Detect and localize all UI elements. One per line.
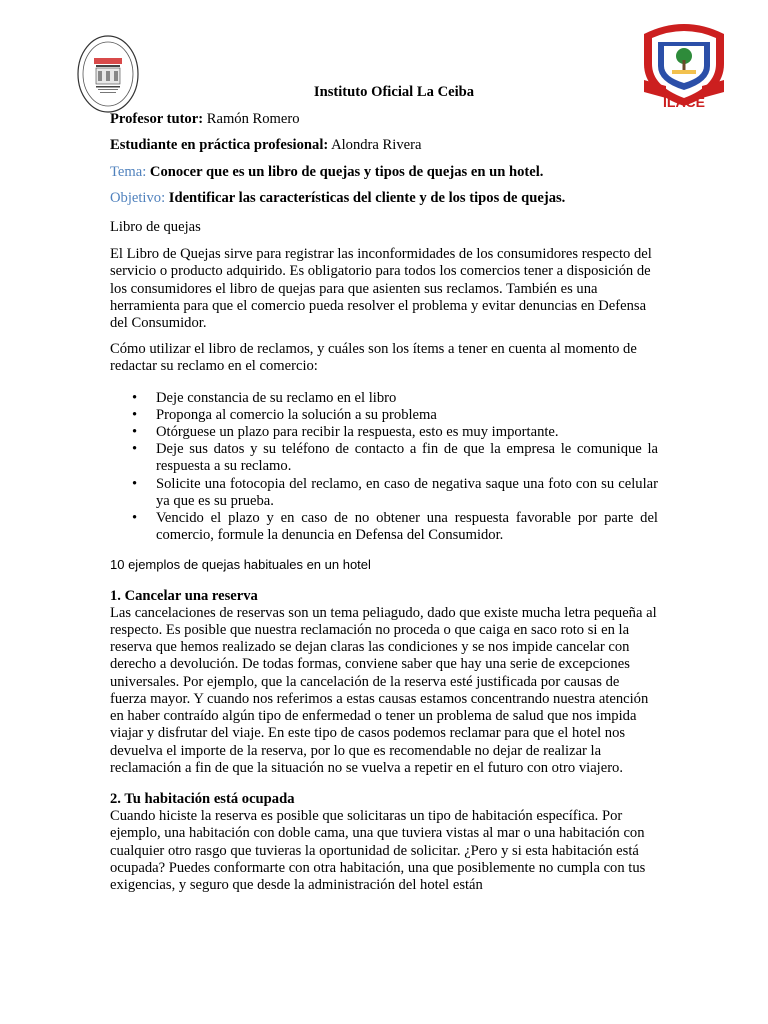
section-title: 1. Cancelar una reserva <box>110 587 258 604</box>
list-item: • Deje constancia de su reclamo en el libro <box>156 390 658 407</box>
student-label: Estudiante en práctica profesional: <box>110 137 329 154</box>
student-value: Alondra Rivera <box>328 137 422 154</box>
tips-list <box>110 390 658 545</box>
institution-title: Instituto Oficial La Ceiba <box>313 84 475 100</box>
section-body: Cuando hiciste la reserva es posible que solicitaras un tipo de habitación específica. Por ejemplo, una habitación con doble cama, una que tuviera vistas al mar o una habitación con cualquier otro rasgo que tuvieras la oportunidad de solicitar. ¿Pero y si esta habitación está ocupada? Puedes conformarte con otra habitación, una que posiblemente no cumpla con tus exigencias, y seguro que desde la administración del hotel están <box>110 808 646 893</box>
intro-heading: Libro de quejas <box>110 219 201 236</box>
list-item: • Vencido el plazo y en caso de no obtener una respuesta favorable por parte del comercio, formule la denuncia en Defensa del Consumidor. <box>156 510 658 544</box>
tema-line <box>110 164 658 181</box>
tutor-value: Ramón Romero <box>203 111 300 128</box>
intro-paragraph-1: El Libro de Quejas sirve para registrar las inconformidades de los consumidores respecto del servicio o producto adquirido. Es obligatorio para todos los comercios tener a disposición de los consumidores el libro de quejas para que asienten sus reclamos. También es una herramienta para que el comercio pueda resolver el problema y evitar denuncias en Defensa del Consumidor. <box>110 246 652 332</box>
intro-paragraph-2: Cómo utilizar el libro de reclamos, y cuáles son los ítems a tener en cuenta al momento de redactar su reclamo en el comercio: <box>110 341 637 375</box>
student-line <box>110 137 658 154</box>
tutor-label: Profesor tutor: <box>110 111 204 128</box>
list-item: • Otórguese un plazo para recibir la respuesta, esto es muy importante. <box>156 424 658 441</box>
examples-heading: 10 ejemplos de quejas habituales en un hotel <box>110 557 371 573</box>
section-title: 2. Tu habitación está ocupada <box>110 790 295 807</box>
tutor-line <box>110 111 658 128</box>
document-body <box>110 84 658 908</box>
objetivo-line <box>110 190 658 207</box>
list-item: • Solicite una fotocopia del reclamo, en caso de negativa saque una foto con su celular ya que es su prueba. <box>156 476 658 510</box>
list-item: • Deje sus datos y su teléfono de contacto a fin de que la empresa le comunique la respuesta a su reclamo. <box>156 441 658 475</box>
objetivo-label: Objetivo: <box>110 189 166 206</box>
objetivo-value: Identificar las características del cliente y de los tipos de quejas. <box>165 189 566 206</box>
section-body: Las cancelaciones de reservas son un tema peliagudo, dado que existe mucha letra pequeña al respecto. Es posible que nuestra reclamación no proceda o que caiga en saco roto si en la reserva que hemos realizado se dejan claras las condiciones y se nos impide cancelar con derecho a devolución. De todas formas, conviene saber que hay una serie de excepciones universales. Por ejemplo, que la cancelación de la reserva esté justificada por causas de fuerza mayor. Y cuando nos referimos a estas causas estamos concentrando nuestra atención en haber contraído algún tipo de enfermedad o tener un problema de salud que nos impida viajar y disfrutar del viaje. En este tipo de casos podemos reclamar para que el hotel nos devuelva el importe de la reserva, por lo que es recomendable no dejar de realizar la reclamación a fin de que la situación no se vuelva a repetir en el futuro con otro viajero. <box>110 604 657 776</box>
list-item: • Proponga al comercio la solución a su problema <box>156 407 658 424</box>
tema-label: Tema: <box>110 163 147 180</box>
logo-wordmark: ILACE <box>663 94 705 110</box>
tema-value: Conocer que es un libro de quejas y tipos de quejas en un hotel. <box>146 163 544 180</box>
